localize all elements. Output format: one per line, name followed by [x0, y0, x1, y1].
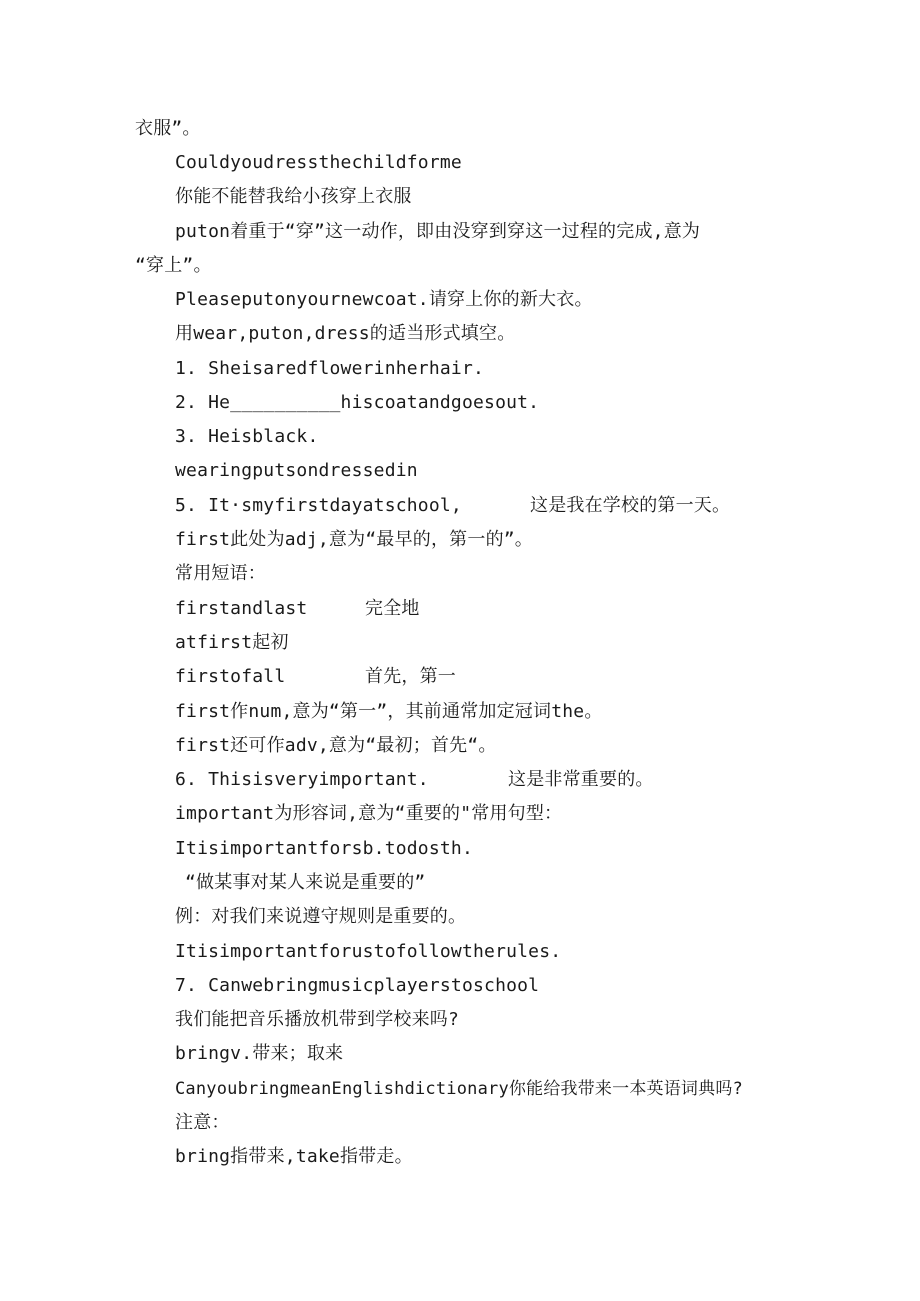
text-line: first还可作adv,意为“最初；首先“。: [175, 735, 497, 756]
text-line: Itisimportantforsb.todosth.: [175, 838, 473, 859]
text-line: 衣服”。: [135, 118, 201, 139]
text-line: 3. Heisblack.: [175, 426, 319, 447]
text-line: 注意：: [175, 1112, 230, 1133]
text-line-translation: 首先，第一: [365, 666, 456, 687]
text-line: 7. Canwebringmusicplayerstoschool: [175, 975, 540, 996]
text-line: 常用短语：: [175, 563, 266, 584]
text-line: 例：对我们来说遵守规则是重要的。: [175, 906, 467, 927]
text-line: first作num,意为“第一”，其前通常加定冠词the。: [175, 701, 603, 722]
text-line: 我们能把音乐播放机带到学校来吗?: [175, 1009, 460, 1030]
text-line: important为形容词,意为“重要的"常用句型：: [175, 803, 563, 824]
text-line-translation: 这是我在学校的第一天。: [530, 495, 731, 516]
text-line: bring指带来,take指带走。: [175, 1146, 413, 1167]
text-line: Couldyoudressthechildforme: [175, 152, 462, 173]
text-line: wearingputsondressedin: [175, 460, 418, 481]
text-line: 6. Thisisveryimportant.: [175, 769, 429, 790]
text-line: “穿上”。: [135, 255, 212, 276]
text-line: bringv.带来；取来: [175, 1043, 344, 1064]
text-line: 5. It·smyfirstdayatschool,: [175, 495, 462, 516]
text-line: 1. Sheisaredflowerinherhair.: [175, 358, 485, 379]
text-line: Pleaseputonyournewcoat.请穿上你的新大衣。: [175, 289, 593, 310]
text-line: 你能不能替我给小孩穿上衣服: [175, 186, 412, 207]
text-line: CanyoubringmeanEnglishdictionary你能给我带来一本英语词典吗?: [175, 1079, 743, 1099]
text-line: 用wear,puton,dress的适当形式填空。: [175, 323, 516, 344]
text-line: Itisimportantforustofollowtherules.: [175, 941, 562, 962]
text-line: firstandlast: [175, 598, 308, 619]
text-line-translation: 完全地: [365, 598, 420, 619]
text-line: puton着重于“穿”这一动作，即由没穿到穿这一过程的完成,意为: [175, 221, 701, 242]
text-line: “做某事对某人来说是重要的”: [185, 872, 426, 893]
text-line: 2. He__________hiscoatandgoesout.: [175, 392, 540, 413]
text-line: first此处为adj,意为“最早的，第一的”。: [175, 529, 534, 550]
text-line: firstofall: [175, 666, 286, 687]
text-line: atfirst起初: [175, 632, 289, 653]
text-line-translation: 这是非常重要的。: [508, 769, 654, 790]
